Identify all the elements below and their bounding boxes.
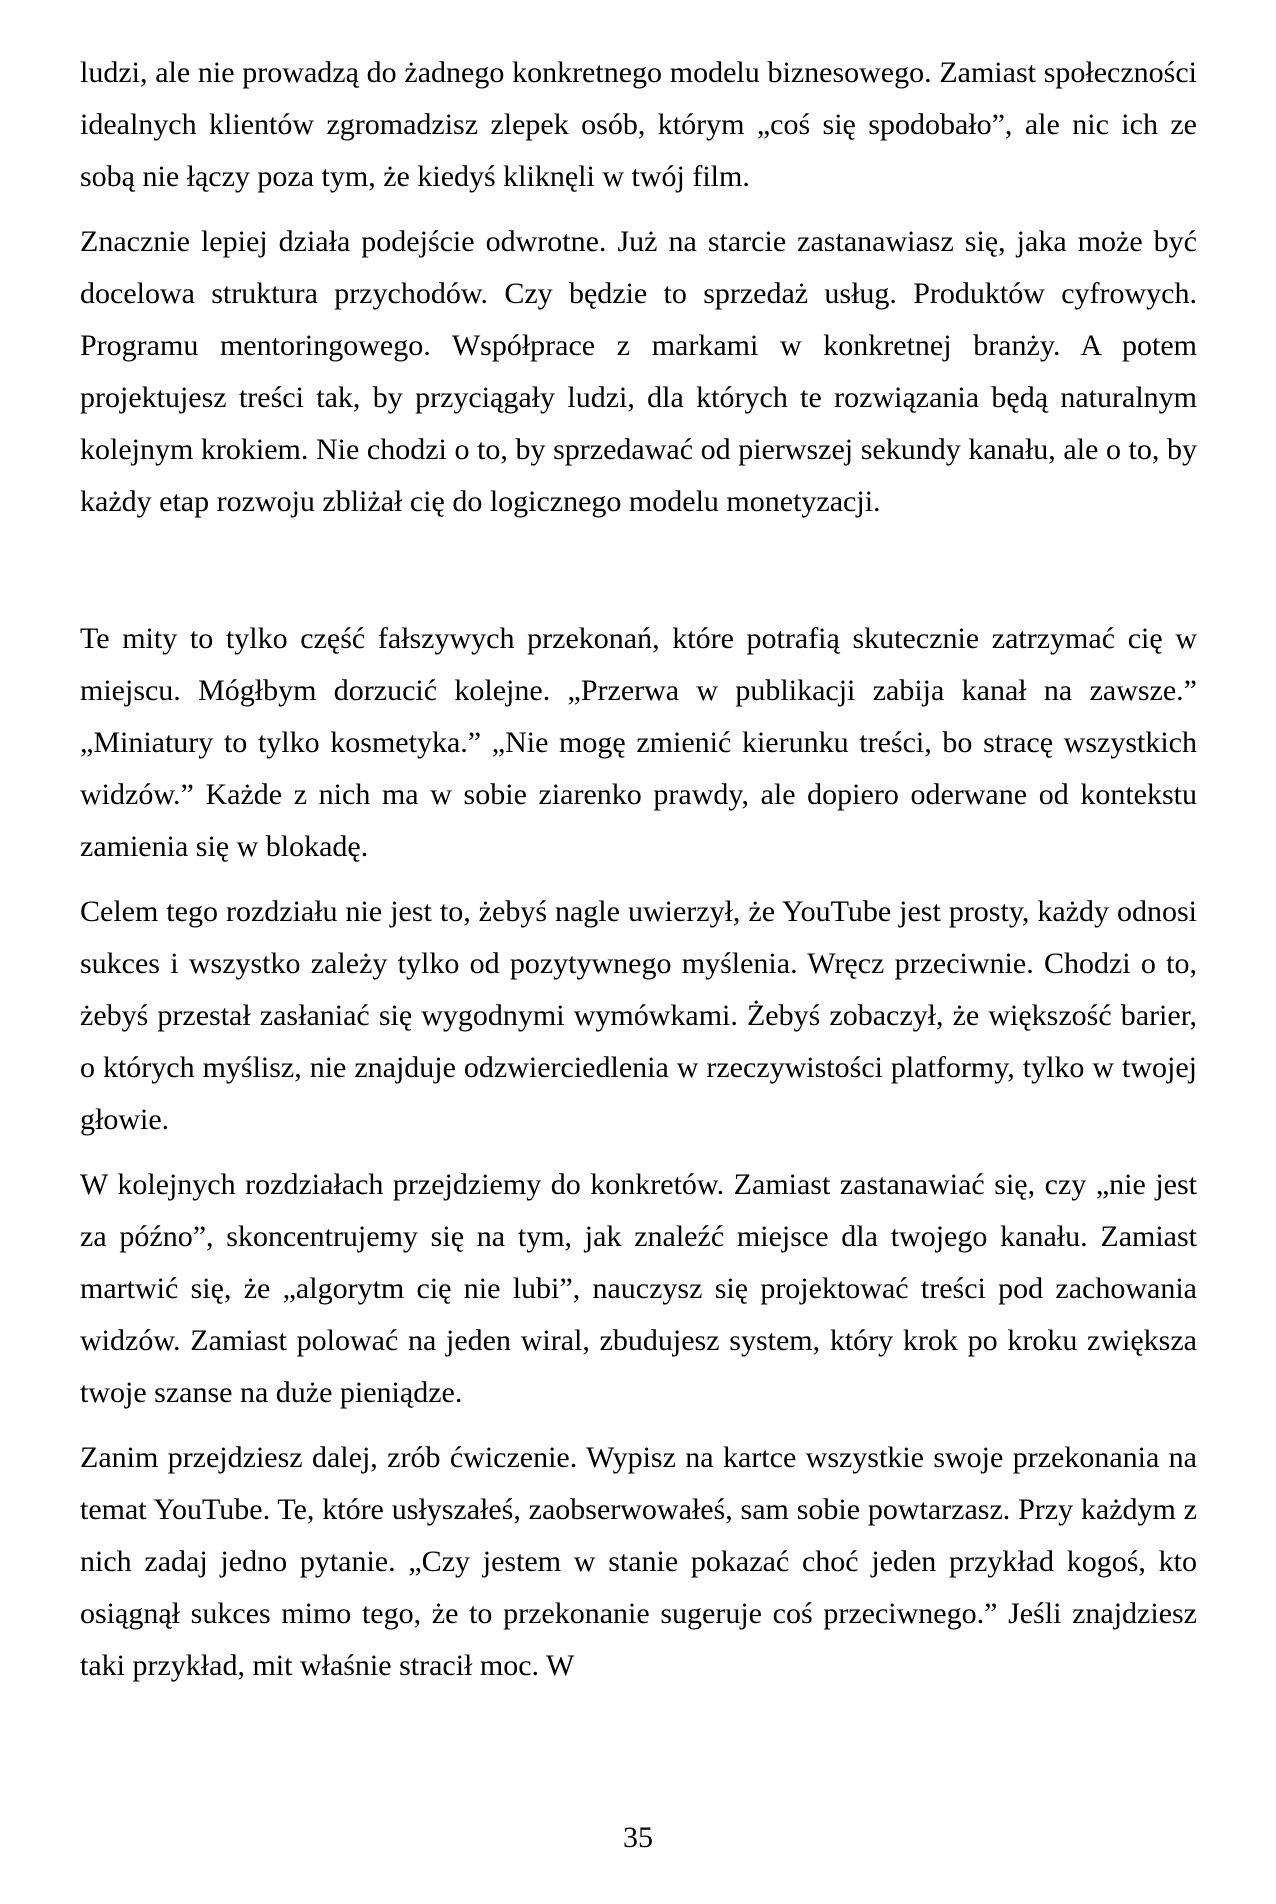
paragraph-3: Te mity to tylko część fałszywych przekonań, które potrafią skutecznie zatrzymać cię w miejscu. Mógłbym dorzucić kolejne. „Przerwa w publikacji zabija kanał na zawsze.” „Miniatury to tylko kosmetyka.” „Nie mogę zmienić kierunku treści, bo stracę wszystkich widzów.” Każde z nich ma w sobie ziarenko prawdy, ale dopiero oderwane od kontekstu zamienia się w blokadę. — [80, 622, 1197, 863]
paragraph-4: Celem tego rozdziału nie jest to, żebyś nagle uwierzył, że YouTube jest prosty, każdy odnosi sukces i wszystko zależy tylko od pozytywnego myślenia. Wręcz przeciwnie. Chodzi o to, żebyś przestał zasłaniać się wygodnymi wymówkami. Żebyś zobaczył, że większość barier, o których myślisz, nie znajduje odzwierciedlenia w rzeczywistości platformy, tylko w twojej głowie. — [80, 895, 1197, 1136]
paragraph-2: Znacznie lepiej działa podejście odwrotne. Już na starcie zastanawiasz się, jaka może być docelowa struktura przychodów. Czy będzie to sprzedaż usług. Produktów cyfrowych. Programu mentoringowego. Współprace z markami w konkretnej branży. A potem projektujesz treści tak, by przyciągały ludzi, dla których te rozwiązania będą naturalnym kolejnym krokiem. Nie chodzi o to, by sprzedawać od pierwszej sekundy kanału, ale o to, by każdy etap rozwoju zbliżał cię do logicznego modelu monetyzacji. — [80, 225, 1197, 518]
paragraph-5: W kolejnych rozdziałach przejdziemy do konkretów. Zamiast zastanawiać się, czy „nie jest za późno”, skoncentrujemy się na tym, jak znaleźć miejsce dla twojego kanału. Zamiast martwić się, że „algorytm cię nie lubi”, nauczysz się projektować treści pod zachowania widzów. Zamiast polować na jeden wiral, zbudujesz system, który krok po kroku zwiększa twoje szanse na duże pieniądze. — [80, 1168, 1197, 1409]
page-content — [80, 47, 1197, 1705]
page-number: 35 — [623, 1821, 653, 1854]
paragraph-6: Zanim przejdziesz dalej, zrób ćwiczenie. Wypisz na kartce wszystkie swoje przekonania na temat YouTube. Te, które usłyszałeś, zaobserwowałeś, sam sobie powtarzasz. Przy każdym z nich zadaj jedno pytanie. „Czy jestem w stanie pokazać choć jeden przykład kogoś, kto osiągnął sukces mimo tego, że to przekonanie sugeruje coś przeciwnego.” Jeśli znajdziesz taki przykład, mit właśnie stracił moc. W — [80, 1441, 1197, 1682]
paragraph-1: ludzi, ale nie prowadzą do żadnego konkretnego modelu biznesowego. Zamiast społeczności idealnych klientów zgromadzisz zlepek osób, którym „coś się spodobało”, ale nic ich ze sobą nie łączy poza tym, że kiedyś kliknęli w twój film. — [80, 56, 1197, 193]
